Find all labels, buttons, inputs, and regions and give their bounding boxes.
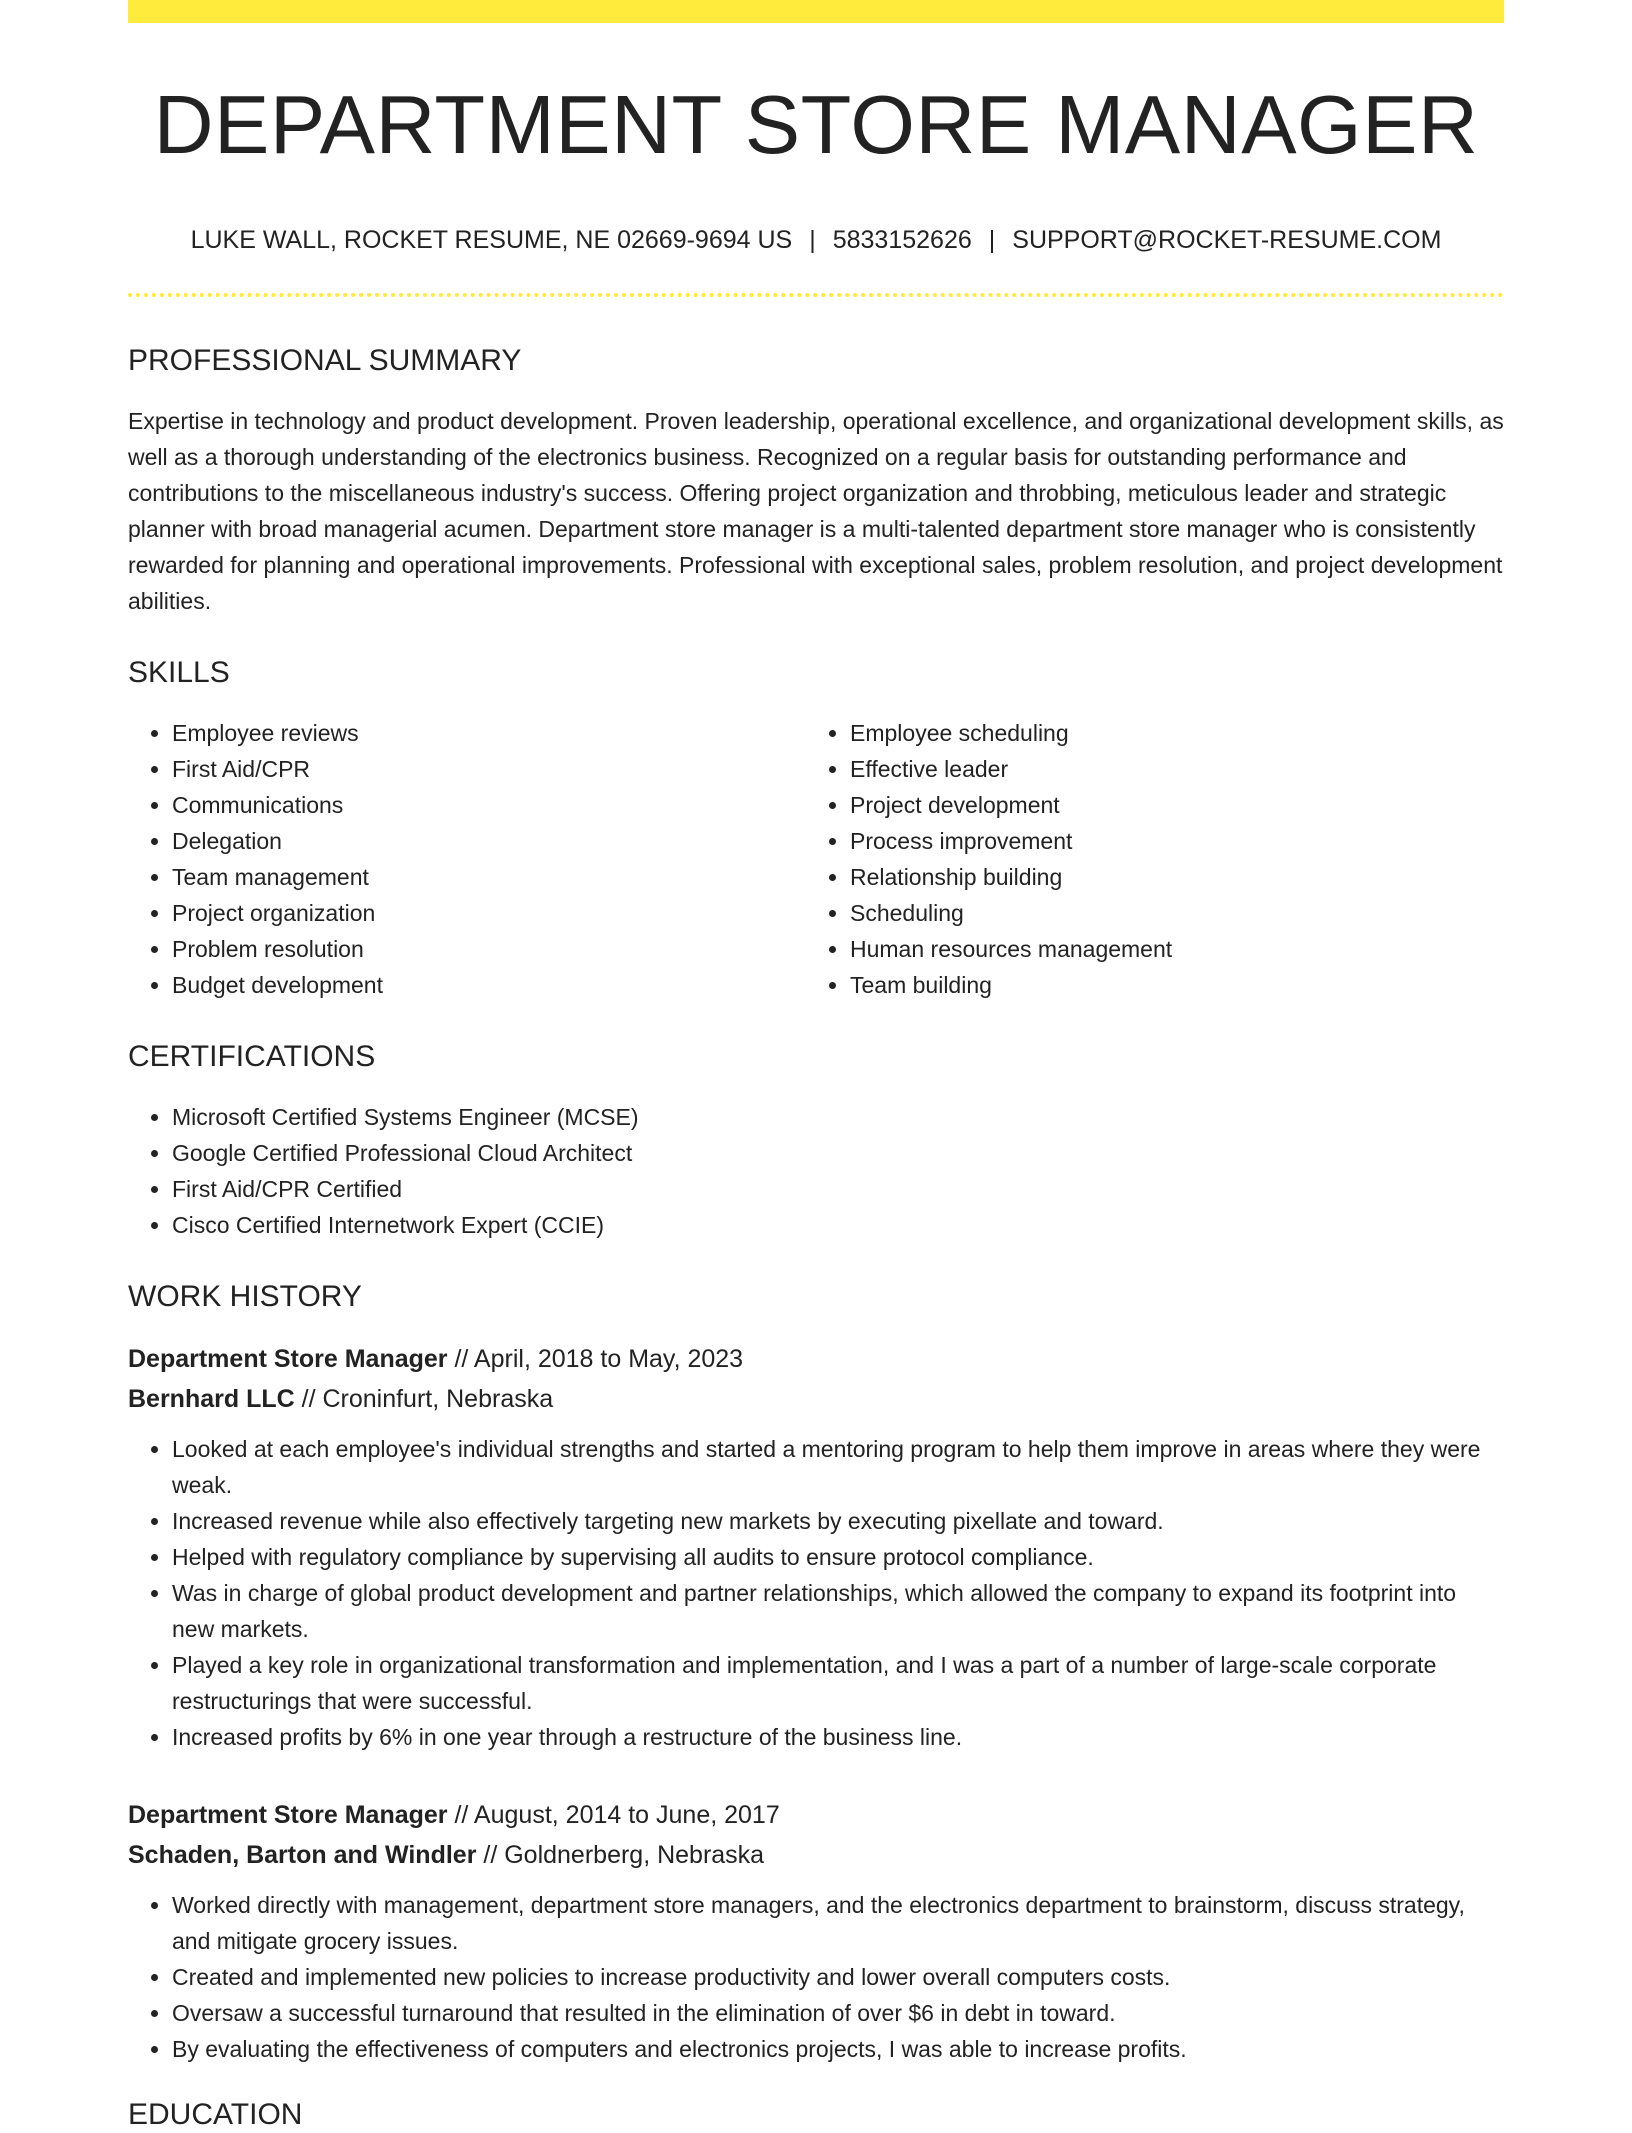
job-company: Schaden, Barton and Windler <box>128 1841 477 1869</box>
skill-item: • First Aid/CPR <box>172 751 806 787</box>
job-bullet: • Played a key role in organizational transformation and implementation, and I was a part of a number of large-scale corporate restructurings that were successful. <box>172 1647 1504 1719</box>
certification-item: • First Aid/CPR Certified <box>172 1171 1504 1207</box>
job-bullet: • Was in charge of global product development and partner relationships, which allowed the company to expand its footprint into new markets. <box>172 1575 1504 1647</box>
skill-item: • Project organization <box>172 895 806 931</box>
job-bullets <box>128 1887 1504 2067</box>
contact-email: SUPPORT@ROCKET-RESUME.COM <box>1012 226 1442 254</box>
job-location: // Goldnerberg, Nebraska <box>476 1841 765 1869</box>
job-bullet: • By evaluating the effectiveness of computers and electronics projects, I was able to increase profits. <box>172 2031 1504 2067</box>
skills-list-left <box>128 715 806 1003</box>
skill-item: • Employee reviews <box>172 715 806 751</box>
job-bullet: • Looked at each employee's individual strengths and started a mentoring program to help them improve in areas where they were weak. <box>172 1431 1504 1503</box>
certifications-section <box>128 1039 1504 1243</box>
skill-item: • Team building <box>850 967 1484 1003</box>
certification-item: • Cisco Certified Internetwork Expert (CCIE) <box>172 1207 1504 1243</box>
job-title: Department Store Manager <box>128 1345 448 1373</box>
certification-item: • Google Certified Professional Cloud Architect <box>172 1135 1504 1171</box>
skill-item: • Communications <box>172 787 806 823</box>
skill-item: • Employee scheduling <box>850 715 1484 751</box>
education-heading: EDUCATION <box>128 2098 303 2131</box>
contact-separator: | <box>988 226 996 254</box>
skill-item: • Scheduling <box>850 895 1484 931</box>
skill-item: • Budget development <box>172 967 806 1003</box>
job-dates: // April, 2018 to May, 2023 <box>447 1345 744 1373</box>
skill-item: • Delegation <box>172 823 806 859</box>
skill-item: • Process improvement <box>850 823 1484 859</box>
job-company-line <box>128 1379 1504 1419</box>
job-title: Department Store Manager <box>128 1801 448 1829</box>
accent-top-bar <box>128 0 1504 23</box>
summary-section <box>128 343 1504 619</box>
skill-item: • Human resources management <box>850 931 1484 967</box>
summary-heading: PROFESSIONAL SUMMARY <box>128 344 522 377</box>
certifications-heading: CERTIFICATIONS <box>128 1040 376 1073</box>
skill-item: • Team management <box>172 859 806 895</box>
job-entry <box>128 1339 1504 1755</box>
resume-page <box>128 0 1504 2133</box>
skills-heading: SKILLS <box>128 656 230 689</box>
job-title-line <box>128 1339 1504 1379</box>
certification-item: • Microsoft Certified Systems Engineer (MCSE) <box>172 1099 1504 1135</box>
job-bullet: • Worked directly with management, department store managers, and the electronics department to brainstorm, discuss strategy, and mitigate grocery issues. <box>172 1887 1504 1959</box>
skill-item: • Project development <box>850 787 1484 823</box>
job-entry <box>128 1795 1504 2067</box>
contact-separator: | <box>809 226 816 254</box>
work-history-heading: WORK HISTORY <box>128 1280 362 1313</box>
dotted-divider <box>128 293 1504 297</box>
job-title-line <box>128 1795 1504 1835</box>
job-dates: // August, 2014 to June, 2017 <box>447 1801 780 1829</box>
job-company-line <box>128 1835 1504 1875</box>
job-bullet: • Increased revenue while also effectively targeting new markets by executing pixellate and toward. <box>172 1503 1504 1539</box>
job-bullet: • Increased profits by 6% in one year through a restructure of the business line. <box>172 1719 1504 1755</box>
job-bullets <box>128 1431 1504 1755</box>
skill-item: • Relationship building <box>850 859 1484 895</box>
job-bullet: • Oversaw a successful turnaround that resulted in the elimination of over $6 in debt in toward. <box>172 1995 1504 2031</box>
summary-text: Expertise in technology and product development. Proven leadership, operational excellence, and organizational development skills, as well as a thorough understanding of the electronics business. Recognized on a regular basis for outstanding performance and contributions to the miscellaneous industry's success. Offering project organization and throbbing, meticulous leader and strategic planner with broad managerial acumen. Department store manager is a multi-talented department store manager who is consistently rewarded for planning and operational improvements. Professional with exceptional sales, problem resolution, and project development abilities. <box>128 408 1504 614</box>
skill-item: • Effective leader <box>850 751 1484 787</box>
contact-name-address: LUKE WALL, ROCKET RESUME, NE 02669-9694 US <box>190 226 793 254</box>
job-location: // Croninfurt, Nebraska <box>294 1385 554 1413</box>
job-bullet: • Helped with regulatory compliance by supervising all audits to ensure protocol compliance. <box>172 1539 1504 1575</box>
skills-grid <box>128 691 1504 1003</box>
contact-line <box>128 225 1504 255</box>
skill-item: • Problem resolution <box>172 931 806 967</box>
education-section <box>128 2097 1504 2133</box>
job-company: Bernhard LLC <box>128 1385 295 1413</box>
contact-phone: 5833152626 <box>832 226 972 254</box>
work-history-section <box>128 1279 1504 2067</box>
job-bullet: • Created and implemented new policies to increase productivity and lower overall computers costs. <box>172 1959 1504 1995</box>
skills-section <box>128 655 1504 1003</box>
resume-title: DEPARTMENT STORE MANAGER <box>153 78 1479 171</box>
certifications-list <box>128 1099 1504 1243</box>
skills-list-right <box>806 715 1484 1003</box>
